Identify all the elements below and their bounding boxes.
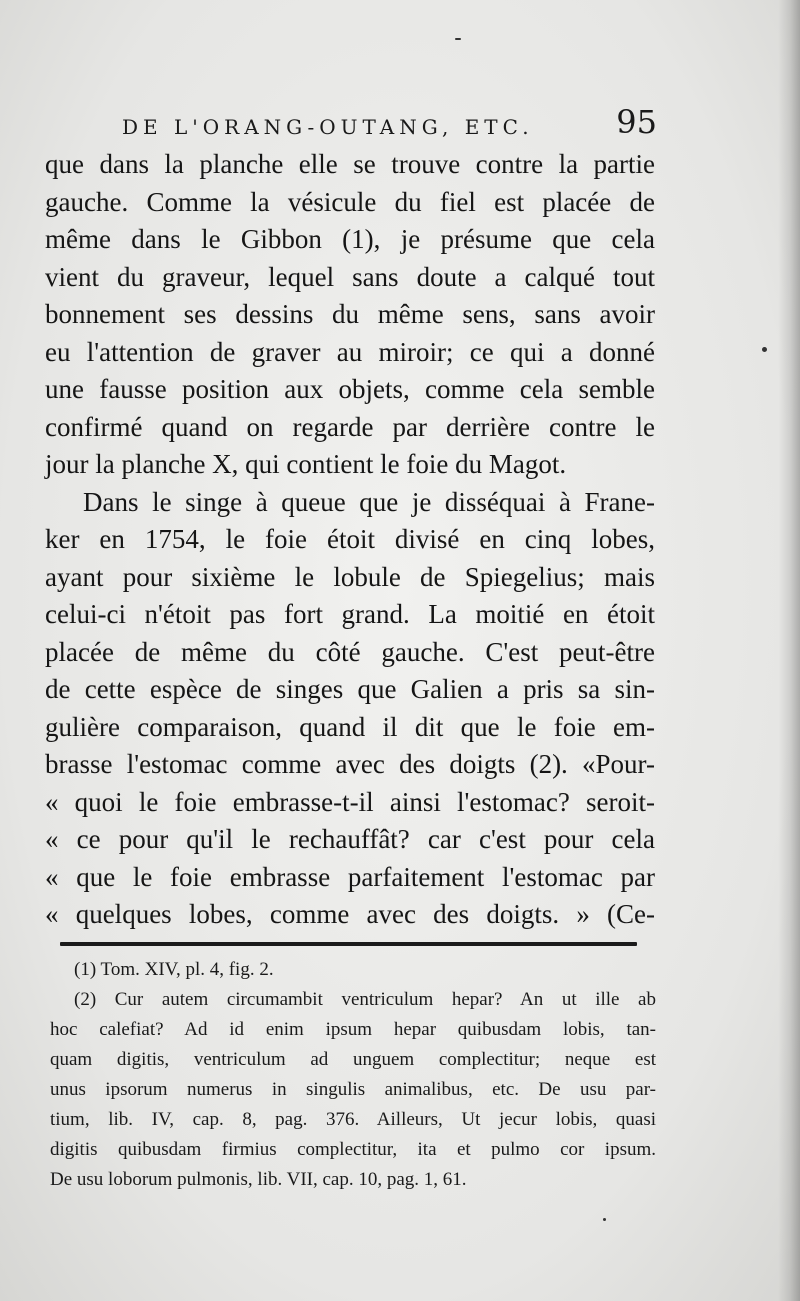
body-line: « quoi le foie embrasse-t-il ainsi l'estomac? seroit- bbox=[45, 786, 655, 817]
footnote-2-line: quam digitis, ventriculum ad unguem complectitur; neque est bbox=[50, 1049, 656, 1070]
body-line: ker en 1754, le foie étoit divisé en cinq lobes, bbox=[45, 524, 655, 554]
footnote-2-line: hoc calefiat? Ad id enim ipsum hepar quibusdam lobis, tan- bbox=[50, 1019, 656, 1040]
body-line: gulière comparaison, quand il dit que le foie em- bbox=[45, 711, 655, 742]
body-line: brasse l'estomac comme avec des doigts (2). «Pour- bbox=[45, 749, 655, 779]
ink-speck bbox=[762, 347, 767, 352]
footnote-1: (1) Tom. XIV, pl. 4, fig. 2. bbox=[74, 959, 274, 980]
body-line: « ce pour qu'il le rechauffât? car c'est pour cela bbox=[45, 824, 655, 854]
body-line: de cette espèce de singes que Galien a pris sa sin- bbox=[45, 674, 655, 704]
footnote-2-line: digitis quibusdam firmius complectitur, ita et pulmo cor ipsum. bbox=[50, 1139, 656, 1160]
body-line: même dans le Gibbon (1), je présume que cela bbox=[45, 224, 655, 254]
body-line: « que le foie embrasse parfaitement l'estomac par bbox=[45, 861, 655, 892]
page-number: 95 bbox=[616, 103, 657, 141]
body-line: eu l'attention de graver au miroir; ce qui a donné bbox=[45, 336, 655, 367]
body-text bbox=[45, 146, 655, 934]
ink-speck bbox=[603, 1218, 606, 1221]
page-header bbox=[122, 103, 657, 143]
footnotes bbox=[50, 955, 656, 1195]
footnote-2-line: tium, lib. IV, cap. 8, pag. 376. Ailleurs, Ut jecur lobis, quasi bbox=[50, 1109, 656, 1130]
page-edge-shadow bbox=[778, 0, 800, 1301]
footnote-2-line: (2) Cur autem circumambit ventriculum hepar? An ut ille ab bbox=[74, 989, 656, 1010]
body-line: « quelques lobes, comme avec des doigts. » (Ce- bbox=[45, 899, 655, 929]
footnote-2-line: unus ipsorum numerus in singulis animalibus, etc. De usu par- bbox=[50, 1079, 656, 1100]
body-line: ayant pour sixième le lobule de Spiegelius; mais bbox=[45, 561, 655, 592]
running-title: DE L'ORANG-OUTANG, ETC. bbox=[122, 115, 534, 139]
body-line: une fausse position aux objets, comme cela semble bbox=[45, 374, 655, 404]
paragraph-start-line: Dans le singe à queue que je disséquai à Frane- bbox=[83, 486, 655, 517]
ink-speck bbox=[455, 38, 461, 40]
body-line: que dans la planche elle se trouve contre la partie bbox=[45, 149, 655, 179]
body-line: celui-ci n'étoit pas fort grand. La moitié en étoit bbox=[45, 599, 655, 629]
footnote-2-line: De usu loborum pulmonis, lib. VII, cap. 10, pag. 1, 61. bbox=[50, 1169, 467, 1190]
body-line: jour la planche X, qui contient le foie du Magot. bbox=[45, 449, 567, 479]
body-line: gauche. Comme la vésicule du fiel est placée de bbox=[45, 186, 655, 217]
body-line: placée de même du côté gauche. C'est peut-être bbox=[45, 636, 655, 667]
body-line: confirmé quand on regarde par derrière contre le bbox=[45, 411, 655, 442]
footnote-separator-rule bbox=[60, 942, 637, 946]
body-line: bonnement ses dessins du même sens, sans avoir bbox=[45, 299, 655, 329]
body-line: vient du graveur, lequel sans doute a calqué tout bbox=[45, 261, 655, 292]
